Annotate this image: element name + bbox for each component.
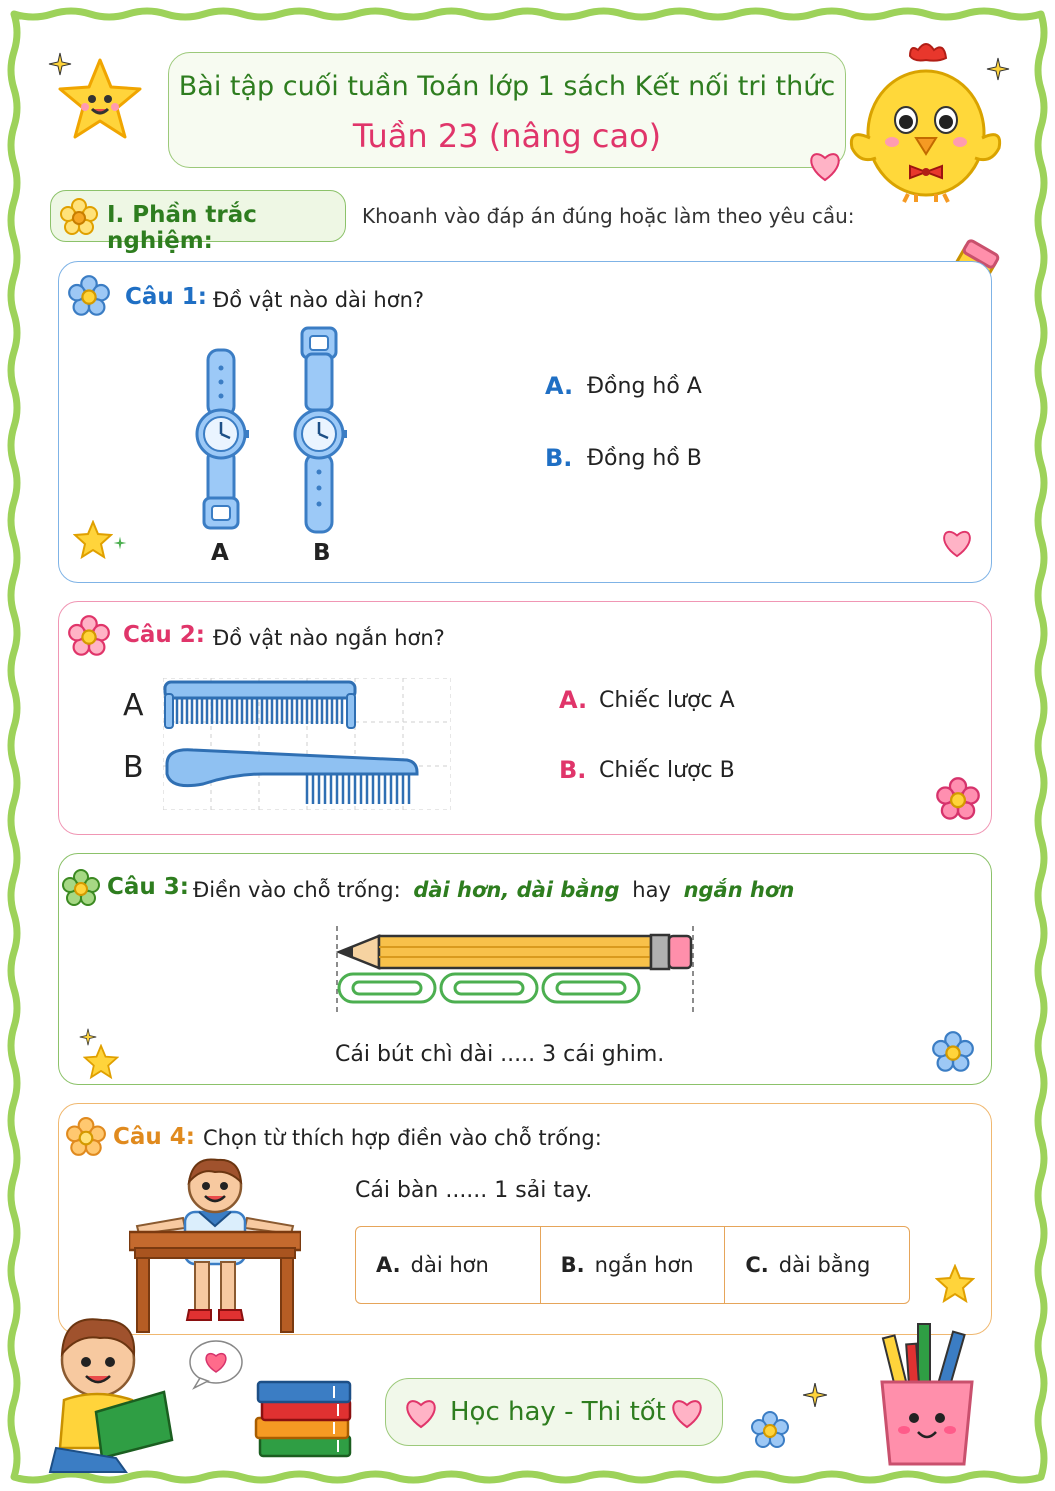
comb-icon <box>163 744 419 810</box>
speech-heart-icon <box>188 1338 244 1390</box>
question-text-1: Đồ vật nào dài hơn? <box>213 288 425 312</box>
choice-b[interactable] <box>541 1227 726 1303</box>
choice-b-text: ngắn hơn <box>594 1253 694 1277</box>
image-label-a: A <box>123 688 144 723</box>
heart-icon <box>941 528 973 558</box>
sparkle-icon <box>113 536 127 550</box>
option-b-text: Đồng hồ B <box>587 446 702 471</box>
sparkle-icon <box>802 1382 828 1408</box>
choice-c[interactable] <box>725 1227 909 1303</box>
question-label-2: Câu 2: <box>123 622 205 648</box>
image-label-b: B <box>123 750 144 785</box>
option-b-letter: B. <box>545 444 573 472</box>
title-box <box>168 52 846 168</box>
sparkle-icon <box>986 57 1010 81</box>
word-option-1: dài hơn, dài bằng <box>413 878 620 902</box>
option-a-letter: A. <box>545 372 574 400</box>
section-instruction: Khoanh vào đáp án đúng hoặc làm theo yêu cầu: <box>362 204 855 228</box>
title-week: Tuần 23 (nâng cao) <box>352 117 662 155</box>
choice-a-text: dài hơn <box>410 1253 489 1277</box>
word-option-2: ngắn hơn <box>683 878 795 902</box>
option-b-letter: B. <box>559 756 587 784</box>
flower-icon <box>935 776 981 822</box>
question-label-1: Câu 1: <box>125 284 207 310</box>
question-text-3 <box>193 878 794 902</box>
flower-icon <box>61 868 101 908</box>
question-text-2: Đồ vật nào ngắn hơn? <box>213 626 445 650</box>
question-card-2 <box>58 601 992 835</box>
option-a-letter: A. <box>559 686 588 714</box>
footer-text: Học hay - Thi tốt <box>450 1397 666 1427</box>
option-a-text: Chiếc lược A <box>599 688 735 713</box>
pencil-cup-icon <box>872 1316 982 1468</box>
footer-banner <box>385 1378 723 1446</box>
heart-icon <box>670 1397 704 1429</box>
question-label-4: Câu 4: <box>113 1124 195 1150</box>
flower-icon <box>67 614 111 658</box>
question-label-3: Câu 3: <box>107 874 189 900</box>
image-label-b: B <box>313 540 331 566</box>
star-icon <box>83 1044 119 1080</box>
instruction-prefix: Điền vào chỗ trống: <box>193 878 401 902</box>
choice-b-letter: B. <box>560 1253 585 1277</box>
boy-icon <box>36 1308 186 1478</box>
image-label-a: A <box>211 540 229 566</box>
books-icon <box>254 1374 356 1460</box>
choice-c-text: dài bằng <box>778 1253 871 1277</box>
chick-icon <box>848 38 1003 203</box>
fill-sentence: Cái bàn ...... 1 sải tay. <box>355 1178 593 1203</box>
flower-icon <box>931 1030 975 1074</box>
option-b-text: Chiếc lược B <box>599 758 735 783</box>
boy-table-illustration <box>129 1154 301 1334</box>
flower-icon <box>750 1410 790 1450</box>
question-text-4: Chọn từ thích hợp điền vào chỗ trống: <box>203 1126 602 1150</box>
section-header <box>50 190 346 254</box>
sparkle-icon <box>79 1028 97 1046</box>
flower-icon <box>59 197 99 237</box>
choice-a[interactable] <box>356 1227 541 1303</box>
option-a-text: Đồng hồ A <box>587 374 702 399</box>
comb-icon <box>163 680 357 730</box>
flower-icon <box>67 274 111 318</box>
star-icon <box>935 1264 975 1304</box>
question-card-1 <box>58 261 992 583</box>
fill-sentence: Cái bút chì dài ..... 3 cái ghim. <box>335 1042 665 1067</box>
heart-icon <box>404 1397 438 1429</box>
answer-choices <box>355 1226 910 1304</box>
title-main: Bài tập cuối tuần Toán lớp 1 sách Kết nối tri thức <box>178 71 836 102</box>
watch-icon <box>291 326 347 536</box>
pencil-icon <box>331 926 701 1016</box>
choice-a-letter: A. <box>376 1253 401 1277</box>
heart-icon <box>808 150 842 182</box>
sparkle-icon <box>48 52 72 76</box>
word-connector: hay <box>632 878 671 902</box>
watch-icon <box>193 348 249 534</box>
section-title: I. Phần trắc nghiệm: <box>107 202 257 254</box>
flower-icon <box>65 1116 107 1158</box>
question-card-3 <box>58 853 992 1085</box>
choice-c-letter: C. <box>745 1253 769 1277</box>
star-icon <box>73 520 113 560</box>
